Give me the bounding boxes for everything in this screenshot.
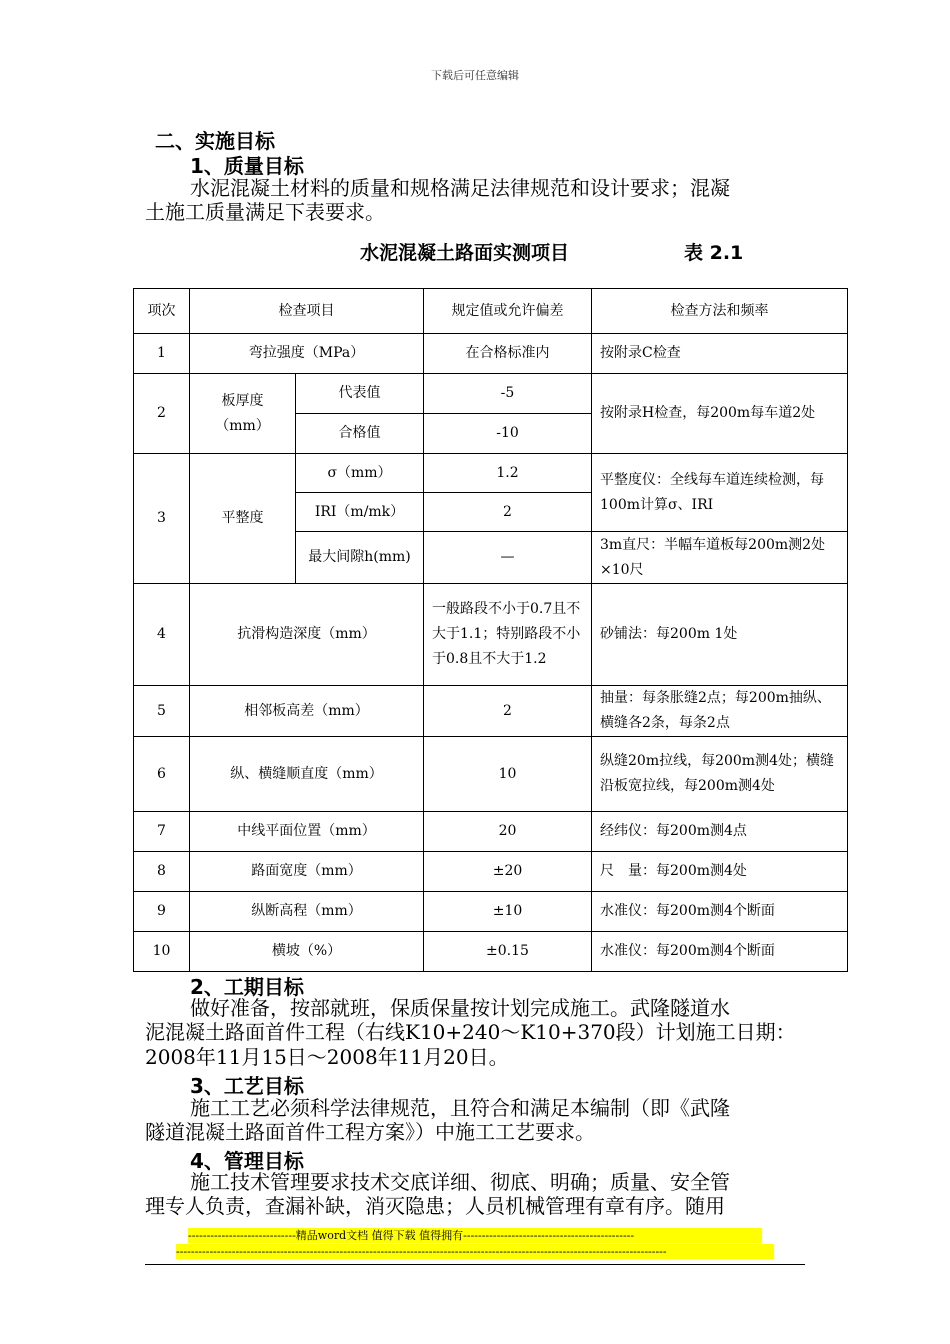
row-no: 10 <box>134 932 190 972</box>
row-subitem: 代表值 <box>296 374 424 414</box>
row-method: 水准仪：每200m测4个断面 <box>592 892 848 932</box>
row-no: 8 <box>134 852 190 892</box>
row-no: 9 <box>134 892 190 932</box>
quality-text-line-2: 土施工质量满足下表要求。 <box>145 200 385 224</box>
row-method: 抽量：每条胀缝2点；每200m抽纵、横缝各2条，每条2点 <box>592 686 848 737</box>
process-heading: 3、工艺目标 <box>190 1074 304 1098</box>
row-method: 平整度仪：全线每车道连续检测，每100m计算σ、IRI <box>592 454 848 532</box>
footer-divider <box>145 1264 805 1265</box>
row-method: 砂铺法：每200m 1处 <box>592 584 848 686</box>
table-row <box>134 584 848 686</box>
row-value: -10 <box>424 414 592 454</box>
row-value: 2 <box>424 686 592 737</box>
row-item: 横坡（%） <box>190 932 424 972</box>
row-value: 10 <box>424 737 592 812</box>
process-text-line-2: 隧道混凝土路面首件工程方案》）中施工工艺要求。 <box>145 1120 595 1144</box>
table-number: 表 2.1 <box>684 242 744 264</box>
row-method: 尺 量：每200m测4处 <box>592 852 848 892</box>
row-item: 板厚度（mm） <box>190 374 296 454</box>
table-row <box>134 686 848 737</box>
footer-banner-line-2: ------------------------------------------------------------------------------------------------------------------------------------ <box>176 1244 774 1259</box>
table-title: 水泥混凝土路面实测项目 <box>360 242 570 264</box>
row-value: 1.2 <box>424 454 592 493</box>
schedule-text-line-1: 做好准备，按部就班，保质保量按计划完成施工。武隆隧道水 <box>190 996 730 1020</box>
inspection-table <box>133 288 848 972</box>
row-method: 按附录H检查，每200m每车道2处 <box>592 374 848 454</box>
schedule-text-line-3: 2008年11月15日～2008年11月20日。 <box>145 1045 509 1069</box>
header-item: 检查项目 <box>190 289 424 334</box>
row-item: 路面宽度（mm） <box>190 852 424 892</box>
table-row <box>134 454 848 493</box>
section-heading: 二、实施目标 <box>155 129 275 153</box>
row-no: 3 <box>134 454 190 584</box>
row-subitem: 合格值 <box>296 414 424 454</box>
table-row <box>134 852 848 892</box>
row-item: 纵断高程（mm） <box>190 892 424 932</box>
row-item: 平整度 <box>190 454 296 584</box>
row-value: ±10 <box>424 892 592 932</box>
header-method: 检查方法和频率 <box>592 289 848 334</box>
row-item: 中线平面位置（mm） <box>190 812 424 852</box>
row-item: 纵、横缝顺直度（mm） <box>190 737 424 812</box>
table-header-row <box>134 289 848 334</box>
management-text-line-1: 施工技术管理要求技术交底详细、彻底、明确；质量、安全管 <box>190 1170 730 1194</box>
row-no: 5 <box>134 686 190 737</box>
row-method: 按附录C检查 <box>592 334 848 374</box>
row-value: ±20 <box>424 852 592 892</box>
row-value: 一般路段不小于0.7且不大于1.1；特别路段不小于0.8且不大于1.2 <box>424 584 592 686</box>
row-value: — <box>424 532 592 584</box>
row-value: 20 <box>424 812 592 852</box>
quality-heading: 1、质量目标 <box>190 154 304 178</box>
row-item: 相邻板高差（mm） <box>190 686 424 737</box>
schedule-heading: 2、工期目标 <box>190 975 304 999</box>
table-row <box>134 374 848 414</box>
management-heading: 4、管理目标 <box>190 1149 304 1173</box>
row-no: 1 <box>134 334 190 374</box>
row-value: 2 <box>424 493 592 532</box>
row-method: 纵缝20m拉线，每200m测4处；横缝沿板宽拉线，每200m测4处 <box>592 737 848 812</box>
row-subitem: 最大间隙h(mm) <box>296 532 424 584</box>
table-row <box>134 932 848 972</box>
quality-text-line-1: 水泥混凝土材料的质量和规格满足法律规范和设计要求；混凝 <box>190 176 730 200</box>
row-value: -5 <box>424 374 592 414</box>
row-method: 3m直尺：半幅车道板每200m测2处×10尺 <box>592 532 848 584</box>
row-value: 在合格标准内 <box>424 334 592 374</box>
row-method: 水准仪：每200m测4个断面 <box>592 932 848 972</box>
row-item: 弯拉强度（MPa） <box>190 334 424 374</box>
row-subitem: IRI（m/mk） <box>296 493 424 532</box>
footer-banner-line-1: -----------------------------精品word文档 值得下载 值得拥有---------------------------------------------- <box>188 1228 762 1243</box>
header-no: 项次 <box>134 289 190 334</box>
table-row <box>134 812 848 852</box>
row-subitem: σ（mm） <box>296 454 424 493</box>
header-note: 下载后可任意编辑 <box>431 69 519 82</box>
row-no: 4 <box>134 584 190 686</box>
table-row <box>134 334 848 374</box>
table-row <box>134 892 848 932</box>
table-row <box>134 737 848 812</box>
management-text-line-2: 理专人负责，查漏补缺，消灭隐患；人员机械管理有章有序。随用 <box>145 1194 725 1218</box>
row-value: ±0.15 <box>424 932 592 972</box>
schedule-text-line-2: 泥混凝土路面首件工程（右线K10+240～K10+370段）计划施工日期： <box>145 1020 796 1044</box>
row-no: 2 <box>134 374 190 454</box>
row-item: 抗滑构造深度（mm） <box>190 584 424 686</box>
process-text-line-1: 施工工艺必须科学法律规范，且符合和满足本编制（即《武隆 <box>190 1096 730 1120</box>
row-method: 经纬仪：每200m测4点 <box>592 812 848 852</box>
row-no: 7 <box>134 812 190 852</box>
row-no: 6 <box>134 737 190 812</box>
header-value: 规定值或允许偏差 <box>424 289 592 334</box>
